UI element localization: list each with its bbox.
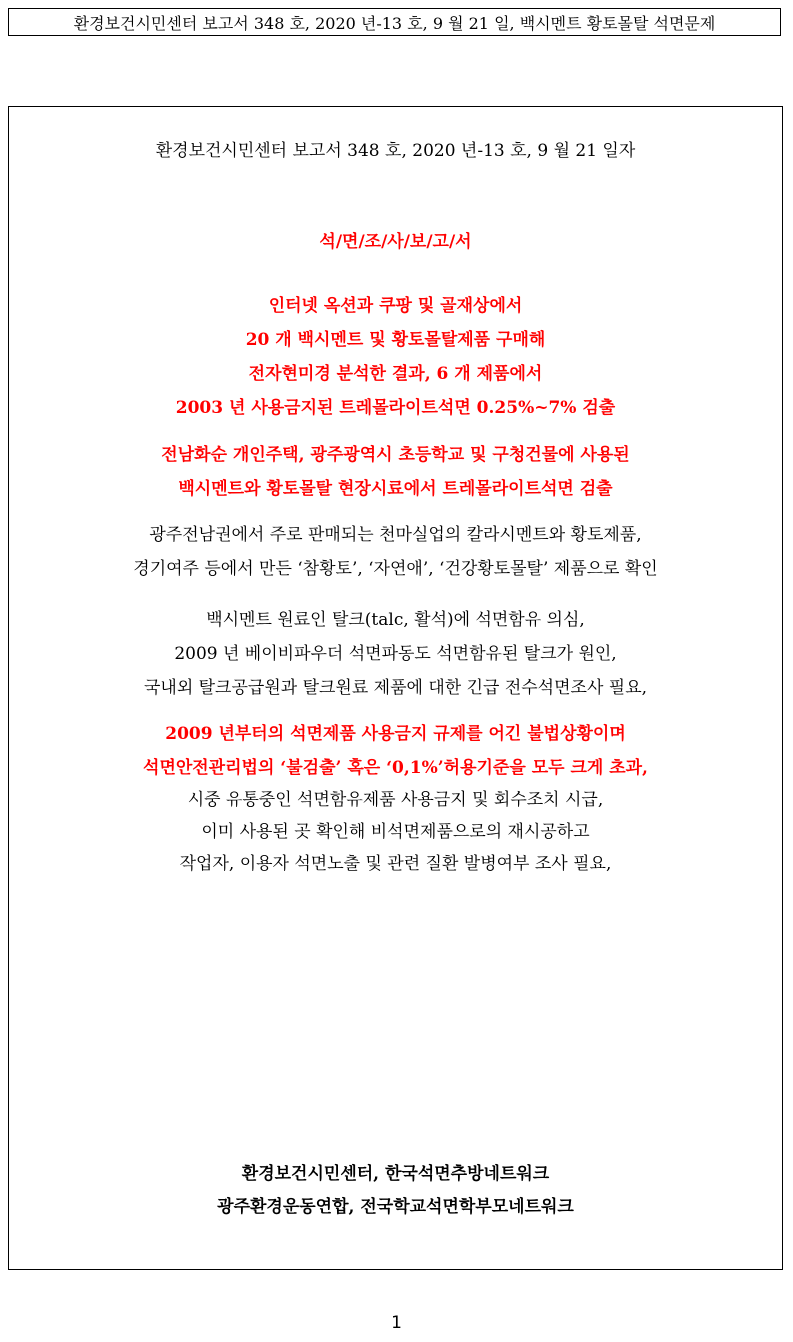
paragraph-3-red-line-2: 석면안전관리법의 ‘불검출’ 혹은 ‘0,1%’허용기준을 모두 크게 초과,	[143, 758, 648, 778]
running-header: 환경보건시민센터 보고서 348 호, 2020 년-13 호, 9 월 21 일, 백시멘트 황토몰탈 석면문제	[8, 8, 781, 36]
headline-1-line-3: 전자현미경 분석한 결과, 6 개 제품에서	[248, 364, 543, 384]
paragraph-3-line-2: 이미 사용된 곳 확인해 비석면제품으로의 재시공하고	[201, 822, 590, 842]
paragraph-3-red-line-1: 2009 년부터의 석면제품 사용금지 규제를 어긴 불법상황이며	[165, 724, 626, 744]
page-number: 1	[391, 1313, 402, 1333]
headline-1-line-2: 20 개 백시멘트 및 황토몰탈제품 구매해	[245, 330, 546, 350]
paragraph-2-line-3: 국내외 탈크공급원과 탈크원료 제품에 대한 긴급 전수석면조사 필요,	[143, 678, 648, 698]
paragraph-2-line-1: 백시멘트 원료인 탈크(talc, 활석)에 석면함유 의심,	[206, 610, 585, 630]
headline-2-line-2: 백시멘트와 황토몰탈 현장시료에서 트레몰라이트석면 검출	[178, 479, 613, 499]
organizations-line-2: 광주환경운동연합, 전국학교석면학부모네트워크	[217, 1197, 574, 1217]
paragraph-1-line-2: 경기여주 등에서 만든 ‘참황토’, ‘자연애’, ‘건강황토몰탈’ 제품으로 확인	[133, 559, 658, 579]
headline-2-line-1: 전남화순 개인주택, 광주광역시 초등학교 및 구청건물에 사용된	[161, 445, 630, 465]
headline-1-line-1: 인터넷 옥션과 쿠팡 및 골재상에서	[268, 296, 523, 316]
paragraph-3-line-3: 작업자, 이용자 석면노출 및 관련 질환 발병여부 조사 필요,	[179, 854, 612, 874]
document-title: 석/면/조/사/보/고/서	[319, 232, 472, 252]
paragraph-3-line-1: 시중 유통중인 석면함유제품 사용금지 및 회수조치 시급,	[187, 790, 604, 810]
headline-1-line-4: 2003 년 사용금지된 트레몰라이트석면 0.25%~7% 검출	[175, 398, 616, 418]
report-number-line: 환경보건시민센터 보고서 348 호, 2020 년-13 호, 9 월 21 일자	[155, 141, 636, 161]
paragraph-1-line-1: 광주전남권에서 주로 판매되는 천마실업의 칼라시멘트와 황토제품,	[149, 525, 642, 545]
cover-box	[8, 106, 783, 1270]
organizations-line-1: 환경보건시민센터, 한국석면추방네트워크	[241, 1164, 550, 1184]
paragraph-2-line-2: 2009 년 베이비파우더 석면파동도 석면함유된 탈크가 원인,	[174, 644, 617, 664]
